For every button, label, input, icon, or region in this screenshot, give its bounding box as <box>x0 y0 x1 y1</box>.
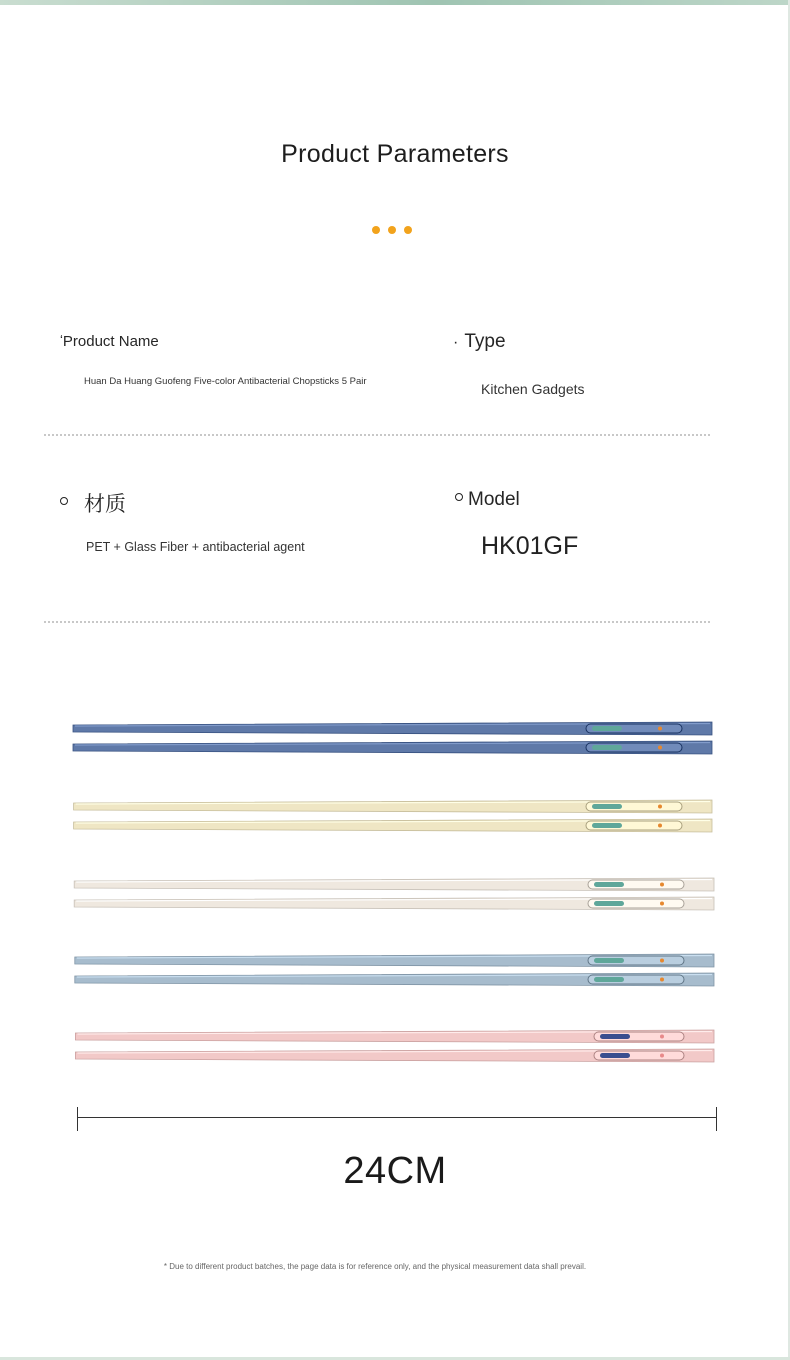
sun-art <box>658 824 662 828</box>
param-model-label: Model <box>455 489 520 511</box>
param-type-label: · Type <box>453 331 506 352</box>
landscape-art <box>592 726 622 731</box>
accent-dot <box>372 226 380 234</box>
param-material-label: 材质 <box>60 488 126 518</box>
accent-dots <box>372 226 412 236</box>
ring-bullet-icon <box>455 493 463 501</box>
landscape-art <box>592 745 622 750</box>
measurement-label: 24CM <box>343 1150 447 1192</box>
param-type-value: Kitchen Gadgets <box>481 381 585 397</box>
landscape-art <box>592 823 622 828</box>
footnote: * Due to different product batches, the page data is for reference only, and the physical measurement data shall prevail. <box>163 1262 587 1271</box>
accent-dot <box>404 226 412 234</box>
sun-art <box>658 805 662 809</box>
landscape-art <box>594 882 624 887</box>
sun-art <box>658 727 662 731</box>
sun-art <box>658 746 662 750</box>
landscape-art <box>592 804 622 809</box>
accent-dot <box>388 226 396 234</box>
sun-art <box>660 883 664 887</box>
ring-bullet-icon <box>60 497 68 505</box>
page-title: Product Parameters <box>281 140 509 168</box>
param-material-value: PET + Glass Fiber + antibacterial agent <box>86 540 305 554</box>
landscape-art <box>594 901 624 906</box>
landscape-art <box>594 977 624 982</box>
param-product-name-label: ‘Product Name <box>60 332 159 350</box>
bullet-icon: · <box>453 334 459 351</box>
divider <box>44 621 710 623</box>
bullet-icon: ‘ <box>60 332 63 347</box>
landscape-art <box>600 1053 630 1058</box>
sun-art <box>660 902 664 906</box>
landscape-art <box>600 1034 630 1039</box>
sun-art <box>660 959 664 963</box>
top-decorative-strip <box>0 0 790 5</box>
param-product-name-value: Huan Da Huang Guofeng Five-color Antibacterial Chopsticks 5 Pair <box>84 376 367 387</box>
sun-art <box>660 978 664 982</box>
param-model-value: HK01GF <box>481 532 579 560</box>
sun-art <box>660 1035 664 1039</box>
divider <box>44 434 710 436</box>
measurement-tick-right <box>716 1107 717 1131</box>
measurement-line <box>77 1117 717 1118</box>
sun-art <box>660 1054 664 1058</box>
chopsticks-product-image <box>0 700 790 1080</box>
landscape-art <box>594 958 624 963</box>
measurement-tick-left <box>77 1107 78 1131</box>
